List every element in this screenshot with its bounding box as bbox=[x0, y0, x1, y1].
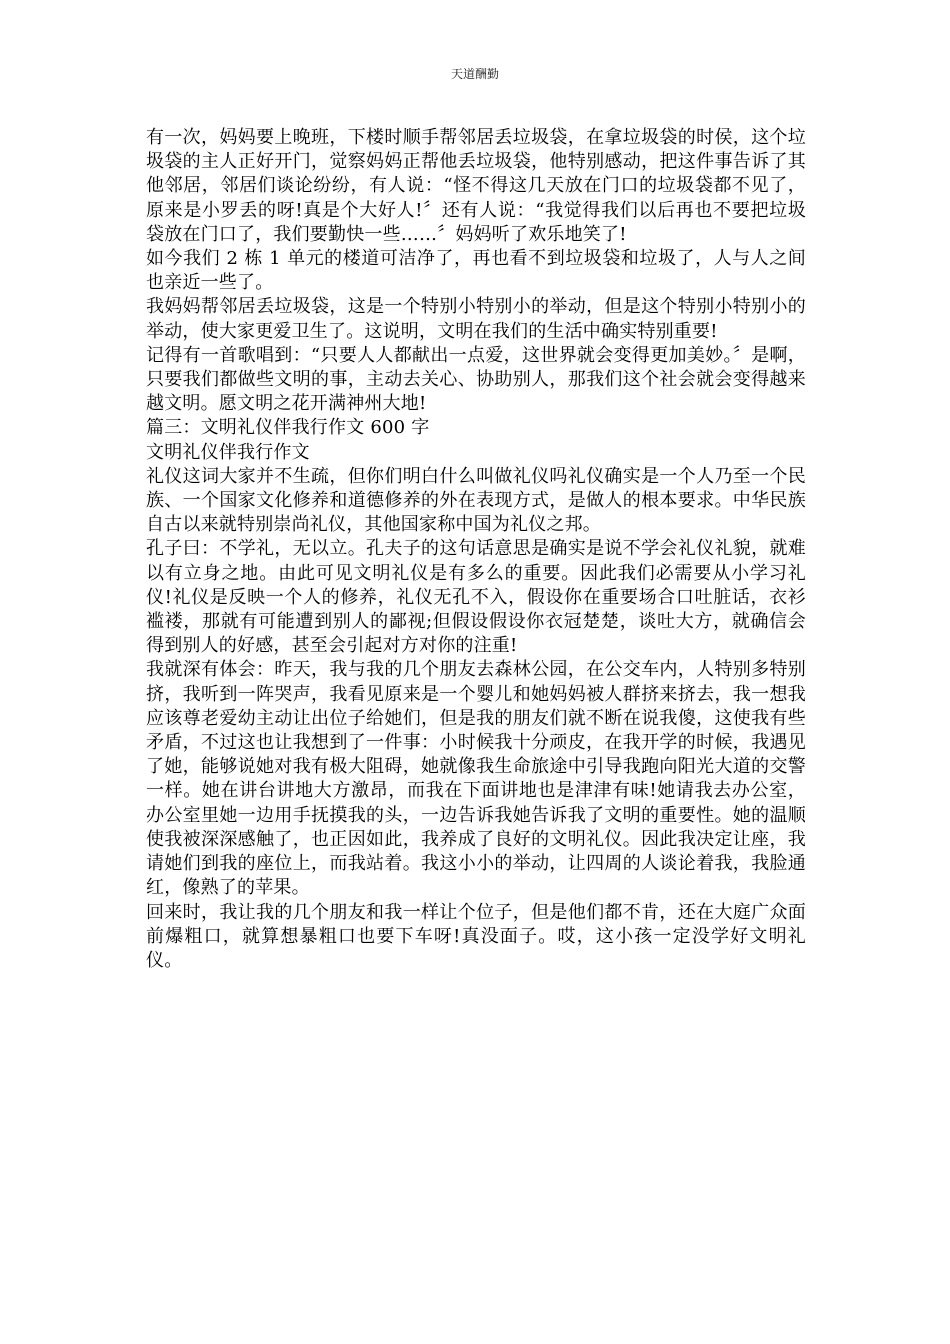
paragraph: 记得有一首歌唱到：“只要人人都献出一点爱，这世界就会变得更加美妙。〞是啊，只要我们都做些文明的事，主动去关心、协助别人，那我们这个社会就会变得越来越文明。愿文明之花开满神州大地! bbox=[146, 344, 806, 415]
essay-title: 文明礼仪伴我行作文 bbox=[146, 441, 310, 463]
document-body bbox=[146, 126, 806, 973]
page-header: 天道酬勤 bbox=[450, 67, 499, 81]
paragraph: 我就深有体会：昨天，我与我的几个朋友去森林公园，在公交车内，人特别多特别挤，我听到一阵哭声，我看见原来是一个婴儿和她妈妈被人群挤来挤去，我一想我应该尊老爱幼主动让出位子给她们，但是我的朋友们就不断在说我傻，这使我有些矛盾，不过这也让我想到了一件事：小时候我十分顽皮，在我开学的时候，我遇见了她，能够说她对我有极大阻碍，她就像我生命旅途中引导我跑向阳光大道的交警一样。她在讲台讲地大方激昂，而我在下面讲地也是津津有味!她请我去办公室，办公室里她一边用手抚摸我的头，一边告诉我她告诉我了文明的重要性。她的温顺使我被深深感触了，也正因如此，我养成了良好的文明礼仪。因此我决定让座，我请她们到我的座位上，而我站着。我这小小的举动，让四周的人谈论着我，我脸通红，像熟了的苹果。 bbox=[146, 659, 806, 899]
paragraph: 孔子曰：不学礼，无以立。孔夫子的这句话意思是确实是说不学会礼仪礼貌，就难以有立身之地。由此可见文明礼仪是有多么的重要。因此我们必需要从小学习礼仪!礼仪是反映一个人的修养，礼仪无孔不入，假设你在重要场合口吐脏话，衣衫褴褛，那就有可能遭到别人的鄙视;但假设假设你衣冠楚楚，谈吐大方，就确信会得到别人的好感，甚至会引起对方对你的注重! bbox=[146, 538, 806, 657]
paragraph: 有一次，妈妈要上晚班，下楼时顺手帮邻居丢垃圾袋，在拿垃圾袋的时侯，这个垃圾袋的主人正好开门，觉察妈妈正帮他丢垃圾袋，他特别感动，把这件事告诉了其他邻居，邻居们谈论纷纷，有人说：“怪不得这几天放在门口的垃圾袋都不见了，原来是小罗丢的呀!真是个大好人!〞还有人说：“我觉得我们以后再也不要把垃圾袋放在门口了，我们要勤快一些……〞妈妈听了欢乐地笑了! bbox=[146, 127, 806, 245]
paragraph: 礼仪这词大家并不生疏，但你们明白什么叫做礼仪吗礼仪确实是一个人乃至一个民族、一个国家文化修养和道德修养的外在表现方式，是做人的根本要求。中华民族自古以来就特别崇尚礼仪，其他国家称中国为礼仪之邦。 bbox=[146, 465, 806, 536]
paragraph: 如今我们 2 栋 1 单元的楼道可洁净了，再也看不到垃圾袋和垃圾了，人与人之间也亲近一些了。 bbox=[146, 248, 806, 294]
paragraph: 我妈妈帮邻居丢垃圾袋，这是一个特别小特别小的举动，但是这个特别小特别小的举动，使大家更爱卫生了。这说明，文明在我们的生活中确实特别重要! bbox=[146, 296, 806, 342]
section-heading: 篇三：文明礼仪伴我行作文 600 字 bbox=[146, 417, 430, 439]
paragraph: 回来时，我让我的几个朋友和我一样让个位子，但是他们都不肯，还在大庭广众面前爆粗口，就算想暴粗口也要下车呀!真没面子。哎，这小孩一定没学好文明礼仪。 bbox=[146, 901, 806, 971]
